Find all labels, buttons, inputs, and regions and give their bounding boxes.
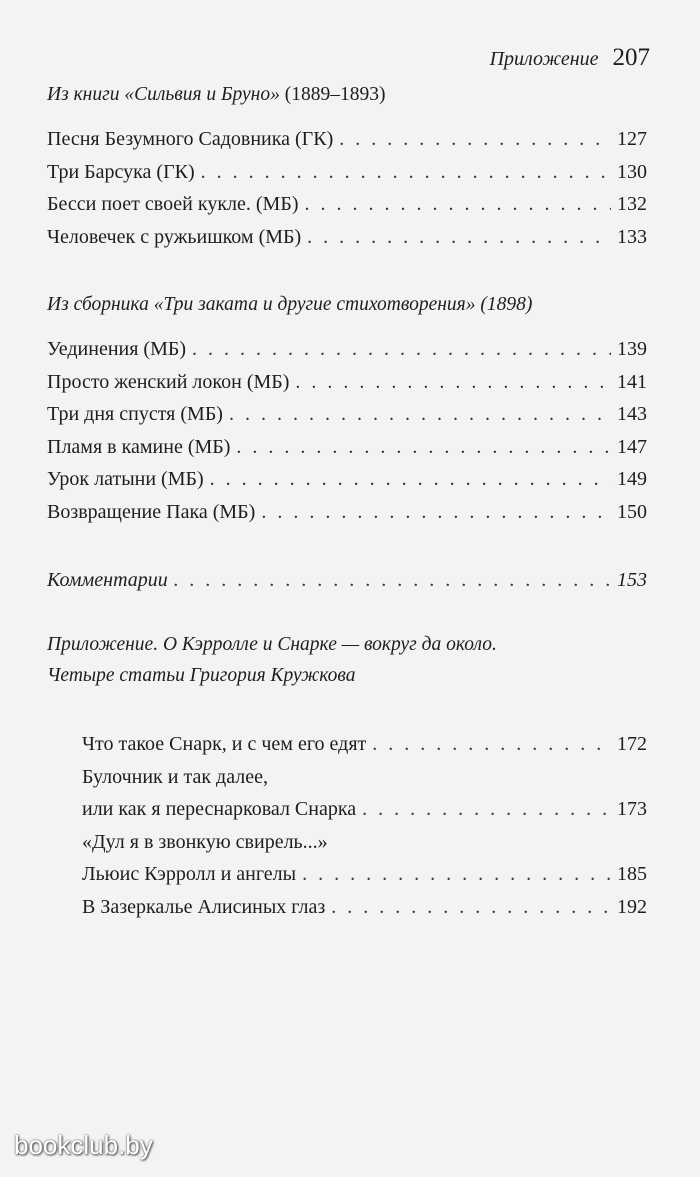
toc-entry-title: Бесси поет своей кукле. (МБ) (47, 193, 299, 215)
running-title: Приложение (489, 48, 599, 70)
toc-entry-title: Три Барсука (ГК) (47, 160, 195, 183)
dot-leader (339, 128, 611, 151)
toc-entry-title: Песня Безумного Садовника (ГК) (47, 128, 334, 150)
dot-leader (192, 338, 611, 361)
dot-leader (229, 403, 611, 426)
toc-entry-title: Пламя в камине (МБ) (47, 435, 231, 458)
toc-entry[interactable] (82, 733, 647, 766)
appendix-heading-line-2: Четыре статьи Григория Кружкова (47, 665, 356, 686)
dot-leader (174, 569, 611, 592)
section-heading-title: Из книги «Сильвия и Бруно» (47, 84, 280, 105)
dot-leader (304, 193, 611, 216)
toc-entry[interactable] (47, 403, 647, 436)
toc-entry[interactable] (47, 371, 647, 404)
page-number: 207 (612, 44, 650, 71)
running-head (490, 44, 650, 72)
toc-entry-title: В Зазеркалье Алисиных глаз (82, 895, 326, 918)
toc-entry[interactable] (47, 226, 647, 259)
toc-entry-page: 185 (617, 863, 647, 885)
toc-entry[interactable] (47, 128, 647, 161)
toc-entry[interactable] (47, 436, 647, 469)
toc-entry-title: Булочник и так далее, (82, 765, 268, 788)
toc-entry[interactable] (47, 161, 647, 194)
toc-entry[interactable] (47, 338, 647, 371)
toc-entry-title: или как я переснарковал Снарка (82, 798, 357, 820)
toc-entry-page: 153 (617, 569, 647, 591)
toc-list-appendix (82, 733, 647, 928)
section-heading-years: (1889–1893) (279, 84, 386, 105)
dot-leader (236, 436, 611, 459)
dot-leader (295, 371, 611, 394)
dot-leader (331, 896, 611, 919)
appendix-heading-line-1: Приложение. О Кэрролле и Снарке — вокруг да около. (47, 634, 497, 655)
toc-entry-page: 141 (617, 370, 647, 393)
toc-entry-line-1[interactable] (82, 766, 647, 799)
dot-leader (261, 501, 611, 524)
toc-list-comments (47, 569, 647, 602)
toc-entry-no-page[interactable] (82, 831, 647, 864)
toc-entry-page: 147 (617, 435, 647, 458)
toc-list-section-1 (47, 128, 647, 258)
toc-entry-title: Уединения (МБ) (47, 338, 187, 360)
dot-leader (210, 468, 611, 491)
toc-entry-title: Три дня спустя (МБ) (47, 403, 223, 425)
toc-entry-title: Человечек с ружьишком (МБ) (47, 225, 302, 248)
toc-entry-title: Что такое Снарк, и с чем его едят (82, 733, 367, 755)
toc-entry-page: 130 (617, 160, 647, 183)
toc-entry[interactable] (47, 468, 647, 501)
toc-list-section-2 (47, 338, 647, 533)
toc-entry-title: Комментарии (47, 569, 168, 591)
toc-entry[interactable] (47, 193, 647, 226)
toc-entry-page: 172 (617, 733, 647, 755)
toc-entry-comments[interactable] (47, 569, 647, 602)
dot-leader (302, 863, 611, 886)
dot-leader (362, 798, 611, 821)
toc-entry-page: 192 (617, 895, 647, 918)
toc-entry-page: 139 (617, 338, 647, 360)
section-heading-sylvie-and-bruno (47, 84, 385, 106)
toc-entry[interactable] (82, 863, 647, 896)
toc-entry[interactable] (82, 896, 647, 929)
toc-entry-page: 149 (617, 468, 647, 490)
toc-entry-page: 150 (617, 500, 647, 523)
toc-entry-page: 132 (617, 193, 647, 215)
toc-entry-title: Возвращение Пака (МБ) (47, 500, 256, 523)
watermark-text: bookclub.by (14, 1130, 153, 1160)
dot-leader (307, 226, 611, 249)
toc-entry-title: Урок латыни (МБ) (47, 468, 204, 490)
toc-entry-page: 133 (617, 225, 647, 248)
toc-entry[interactable] (82, 798, 647, 831)
toc-entry-page: 127 (617, 128, 647, 150)
toc-entry[interactable] (47, 501, 647, 534)
toc-entry-page: 173 (617, 798, 647, 820)
toc-entry-title: «Дул я в звонкую свирель...» (82, 830, 328, 853)
dot-leader (372, 733, 611, 756)
toc-entry-title: Просто женский локон (МБ) (47, 370, 290, 393)
toc-entry-page: 143 (617, 403, 647, 425)
section-heading-title: Из сборника «Три заката и другие стихотворения» (1898) (47, 294, 533, 315)
section-heading-three-sunsets (47, 294, 532, 316)
dot-leader (201, 161, 611, 184)
toc-entry-title: Льюис Кэрролл и ангелы (82, 863, 297, 885)
